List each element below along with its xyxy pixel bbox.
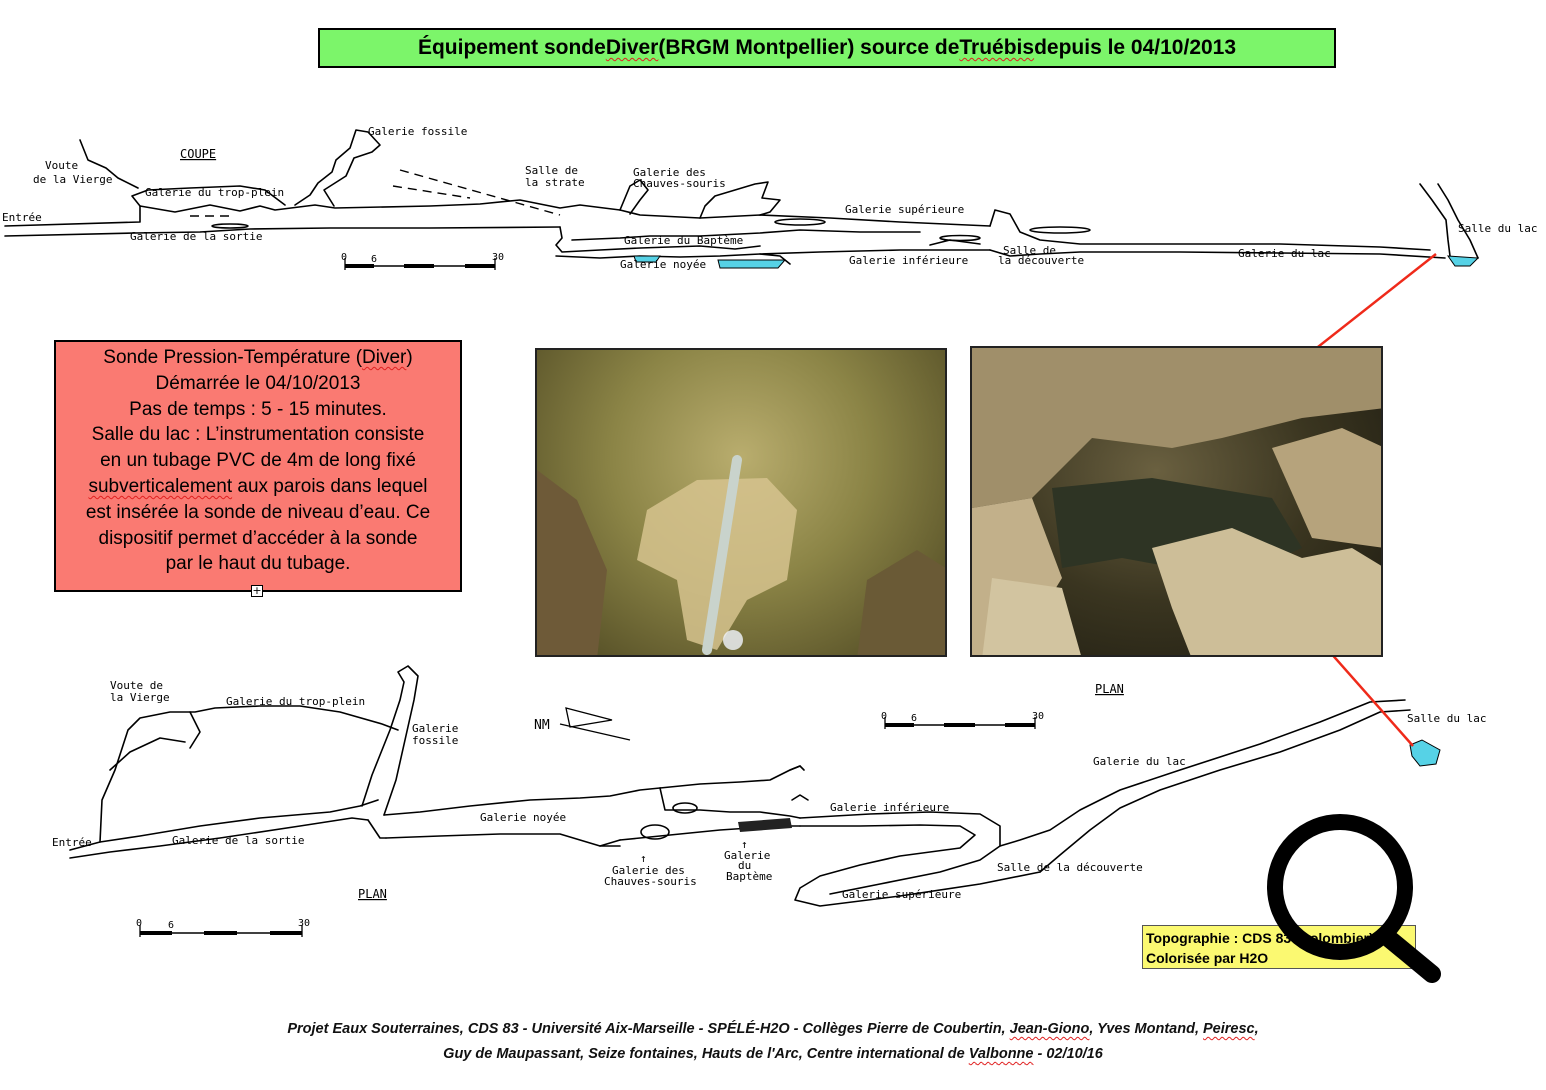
plan-label-chauves-1: Galerie des <box>612 864 685 877</box>
plan-label-salle-lac: Salle du lac <box>1407 712 1487 725</box>
coupe-label-fossile: Galerie fossile <box>368 125 468 138</box>
coupe-label-voute-2: de la Vierge <box>33 173 113 186</box>
plan-label-fossile-1: Galerie <box>412 722 459 735</box>
coupe-label-trop-plein: Galerie du trop-plein <box>145 186 285 199</box>
plan-label-sortie: Galerie de la sortie <box>172 834 305 847</box>
coupe-label-salle-lac: Salle du lac <box>1458 222 1538 235</box>
coupe-label-entree: Entrée <box>2 211 42 224</box>
footer-credits <box>0 1017 1546 1067</box>
info-line-3: Pas de temps : 5 - 15 minutes. <box>129 398 387 420</box>
plan-label-bapteme-2: du <box>738 859 752 872</box>
magnifier-icon[interactable] <box>1262 812 1452 987</box>
info-line-6: subverticalement aux parois dans lequel <box>88 475 428 497</box>
coupe-scale-0: 0 <box>341 252 348 263</box>
coupe-label-superieure: Galerie supérieure <box>845 203 965 216</box>
plan-rubble <box>738 818 792 832</box>
plan-scale-right-30: 30 <box>1032 711 1045 722</box>
info-word-subverticalement: subverticalement <box>88 475 233 497</box>
coupe-label-sortie: Galerie de la sortie <box>130 230 263 243</box>
coupe-label-chauves-1: Galerie des <box>633 166 706 179</box>
credit-line-1: Topographie : CDS 83 (Colombier) <box>1146 930 1374 946</box>
plan-water <box>1410 740 1440 766</box>
plan-label-noyee: Galerie noyée <box>480 811 567 824</box>
info-line-4: Salle du lac : L’instrumentation consiste <box>91 424 425 446</box>
plan-label-bapteme-1: Galerie <box>724 849 771 862</box>
chauves-marker-arrow: ↑ <box>640 852 647 865</box>
coupe-label-decouverte-2: la découverte <box>998 254 1085 267</box>
plan-label-superieure: Galerie supérieure <box>842 888 962 901</box>
plan-scale-right-0: 0 <box>881 711 888 722</box>
footer-line-1: Projet Eaux Souterraines, CDS 83 - Université Aix-Marseille - SPÉLÉ-H2O - Collèges Pierre de Coubertin, Jean-Giono, Yves Montand, Peiresc, <box>287 1021 1259 1037</box>
info-line-8: dispositif permet d’accéder à la sonde <box>98 527 418 549</box>
title-word-diver: Diver <box>605 36 659 59</box>
expand-handle-icon[interactable]: + <box>252 584 262 597</box>
coupe-label-strate-1: Salle de <box>525 164 578 177</box>
probe-info-box <box>54 340 462 592</box>
plan-label-fossile-2: fossile <box>412 734 459 747</box>
plan-scale-right-6: 6 <box>911 713 918 724</box>
plan-heading-right: PLAN <box>1095 682 1124 696</box>
coupe-label-voute-1: Voute <box>45 159 79 172</box>
photo-right-art <box>972 348 1383 657</box>
info-line-5: en un tubage PVC de 4m de long fixé <box>100 450 416 472</box>
coupe-scale-6: 6 <box>371 254 378 265</box>
north-arrow <box>560 708 630 740</box>
coupe-label-strate-2: la strate <box>525 176 585 189</box>
plan-heading-left: PLAN <box>358 887 387 901</box>
info-line-9: par le haut du tubage. <box>165 553 351 575</box>
info-line-2: Démarrée le 04/10/2013 <box>155 372 361 394</box>
title-word-truebis: Truébis <box>959 36 1035 59</box>
coupe-label-galerie-lac: Galerie du lac <box>1238 247 1331 260</box>
title-middle: (BRGM Montpellier) source de <box>658 36 960 59</box>
coupe-label-noyee: Galerie noyée <box>620 258 707 271</box>
plan-label-inferieure: Galerie inférieure <box>830 801 950 814</box>
photo-left-art <box>537 350 947 657</box>
plan-scale-bar-right <box>885 717 1035 729</box>
plan-label-voute-1: Voute de <box>110 679 163 692</box>
info-line-1: Sonde Pression-Température (Diver) <box>103 347 413 368</box>
title-suffix: depuis le 04/10/2013 <box>1034 36 1237 59</box>
plan-scale-bar-left <box>140 925 302 937</box>
plan-label-trop-plein: Galerie du trop-plein <box>226 695 366 708</box>
footer-word-valbonne: Valbonne <box>968 1046 1034 1062</box>
info-word-diver: Diver <box>362 347 407 368</box>
plan-label-decouverte: Salle de la découverte <box>997 861 1143 874</box>
plan-label-bapteme-3: Baptème <box>726 870 773 883</box>
plan-label-voute-2: la Vierge <box>110 691 170 704</box>
footer-line-2: Guy de Maupassant, Seize fontaines, Hauts de l'Arc, Centre international de Valbonne - 02/10/16 <box>443 1046 1103 1062</box>
footer-word-jean-giono: Jean-Giono <box>1009 1021 1090 1037</box>
photo-underwater-tube <box>535 348 947 657</box>
coupe-scale-30: 30 <box>492 252 505 263</box>
bapteme-marker-arrow: ↑ <box>741 838 748 851</box>
plan-label-galerie-lac: Galerie du lac <box>1093 755 1186 768</box>
info-line-7: est insérée la sonde de niveau d’eau. Ce <box>85 501 431 523</box>
plan-label-chauves-2: Chauves-souris <box>604 875 697 888</box>
title-prefix: Équipement sonde <box>417 36 606 59</box>
coupe-scale-bar <box>345 258 495 270</box>
coupe-label-inferieure: Galerie inférieure <box>849 254 969 267</box>
footer-word-peiresc: Peiresc <box>1203 1021 1255 1037</box>
coupe-label-chauves-2: Chauves-souris <box>633 177 726 190</box>
plan-north-label: NM <box>534 718 550 733</box>
coupe-heading: COUPE <box>180 147 217 161</box>
plan-scale-left-6: 6 <box>168 920 175 931</box>
credit-line-2: Colorisée par H2O <box>1146 950 1269 966</box>
coupe-label-bapteme: Galerie du Baptème <box>624 234 744 247</box>
plan-label-entree: Entrée <box>52 836 92 849</box>
coupe-label-decouverte-1: Salle de <box>1003 244 1056 257</box>
plan-scale-left-0: 0 <box>136 918 143 929</box>
plan-scale-left-30: 30 <box>298 918 311 929</box>
photo-lake-room <box>970 346 1383 657</box>
